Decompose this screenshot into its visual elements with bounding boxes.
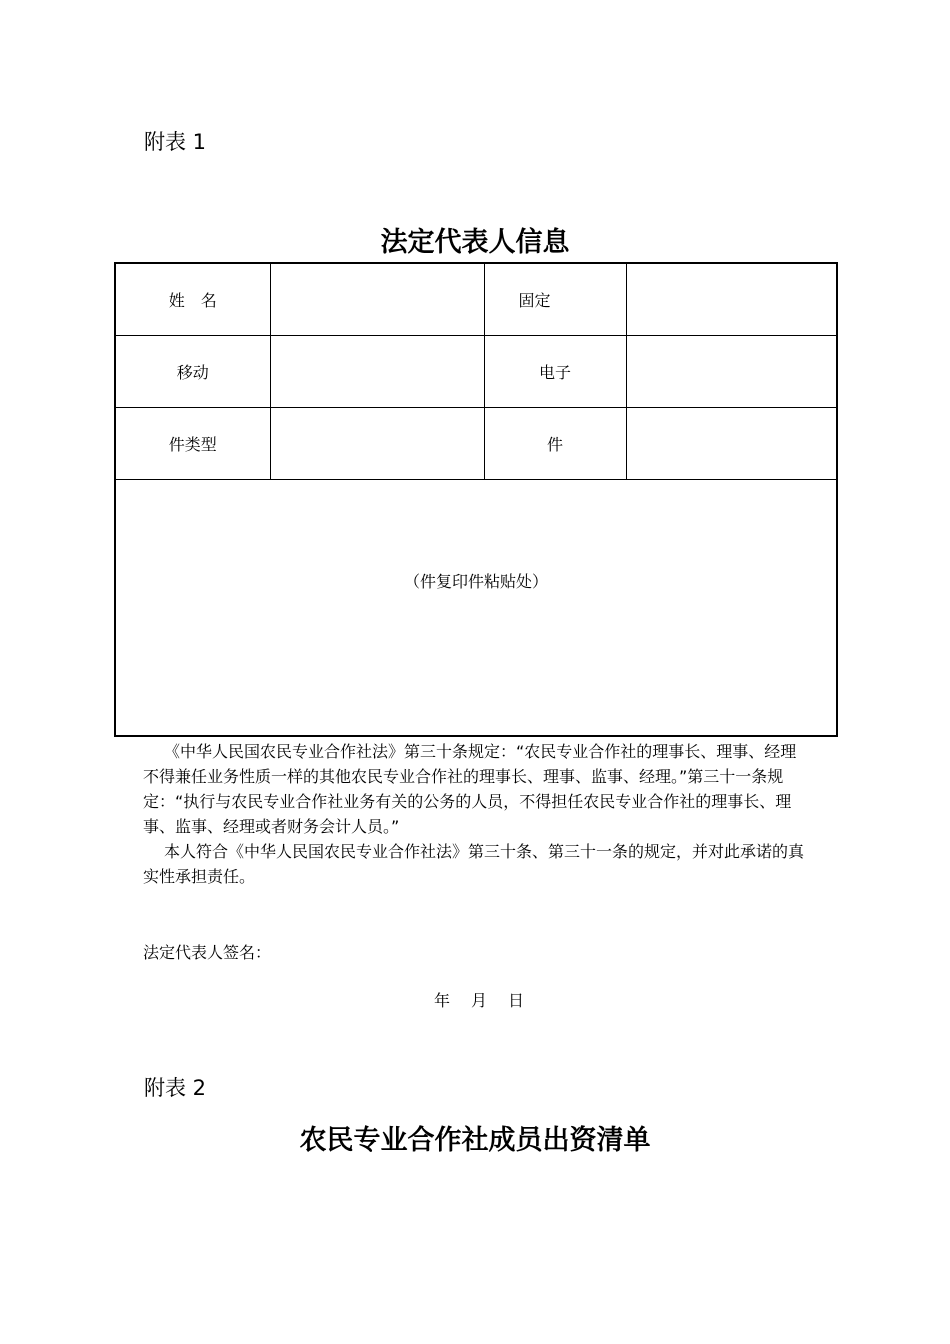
legal-representative-table bbox=[114, 262, 838, 737]
email-label: 电子 bbox=[484, 335, 626, 407]
name-label: 姓 名 bbox=[115, 263, 270, 335]
day-label: 日 bbox=[508, 991, 525, 1010]
mobile-value-cell[interactable] bbox=[270, 335, 484, 407]
commitment-paragraph: 本人符合《中华人民国农民专业合作社法》第三十条、第三十一条的规定，并对此承诺的真实性承担责任。 bbox=[143, 842, 805, 886]
id-copy-paste-area bbox=[115, 479, 837, 736]
month-label: 月 bbox=[471, 991, 488, 1010]
mobile-label: 移动 bbox=[115, 335, 270, 407]
appendix2-label: 附表 2 bbox=[144, 1076, 207, 1100]
table-row bbox=[115, 263, 837, 335]
name-value-cell[interactable] bbox=[270, 263, 484, 335]
id-copy-placeholder: （件复印件粘贴处） bbox=[403, 571, 548, 591]
table-row bbox=[115, 407, 837, 479]
year-label: 年 bbox=[434, 991, 451, 1010]
appendix1-label: 附表 1 bbox=[144, 130, 207, 154]
email-value-cell[interactable] bbox=[626, 335, 837, 407]
appendix2-title: 农民专业合作社成员出资清单 bbox=[299, 1125, 651, 1156]
signature-label: 法定代表人签名： bbox=[143, 943, 272, 962]
date-line bbox=[434, 988, 545, 1011]
table-row bbox=[115, 335, 837, 407]
id-type-label: 件类型 bbox=[115, 407, 270, 479]
appendix1-title: 法定代表人信息 bbox=[380, 227, 570, 258]
fixed-phone-label: 固定 bbox=[484, 263, 626, 335]
id-number-label: 件 bbox=[484, 407, 626, 479]
table-row bbox=[115, 479, 837, 736]
id-type-value-cell[interactable] bbox=[270, 407, 484, 479]
id-number-value-cell[interactable] bbox=[626, 407, 837, 479]
fixed-phone-value-cell[interactable] bbox=[626, 263, 837, 335]
law-paragraph: 《中华人民国农民专业合作社法》第三十条规定：“农民专业合作社的理事长、理事、经理不得兼任业务性质一样的其他农民专业合作社的理事长、理事、监事、经理。”第三十一条规定：“执行与农民专业合作社业务有关的公务的人员，不得担任农民专业合作社的理事长、理事、监事、经理或者财务会计人员。” bbox=[143, 742, 797, 836]
